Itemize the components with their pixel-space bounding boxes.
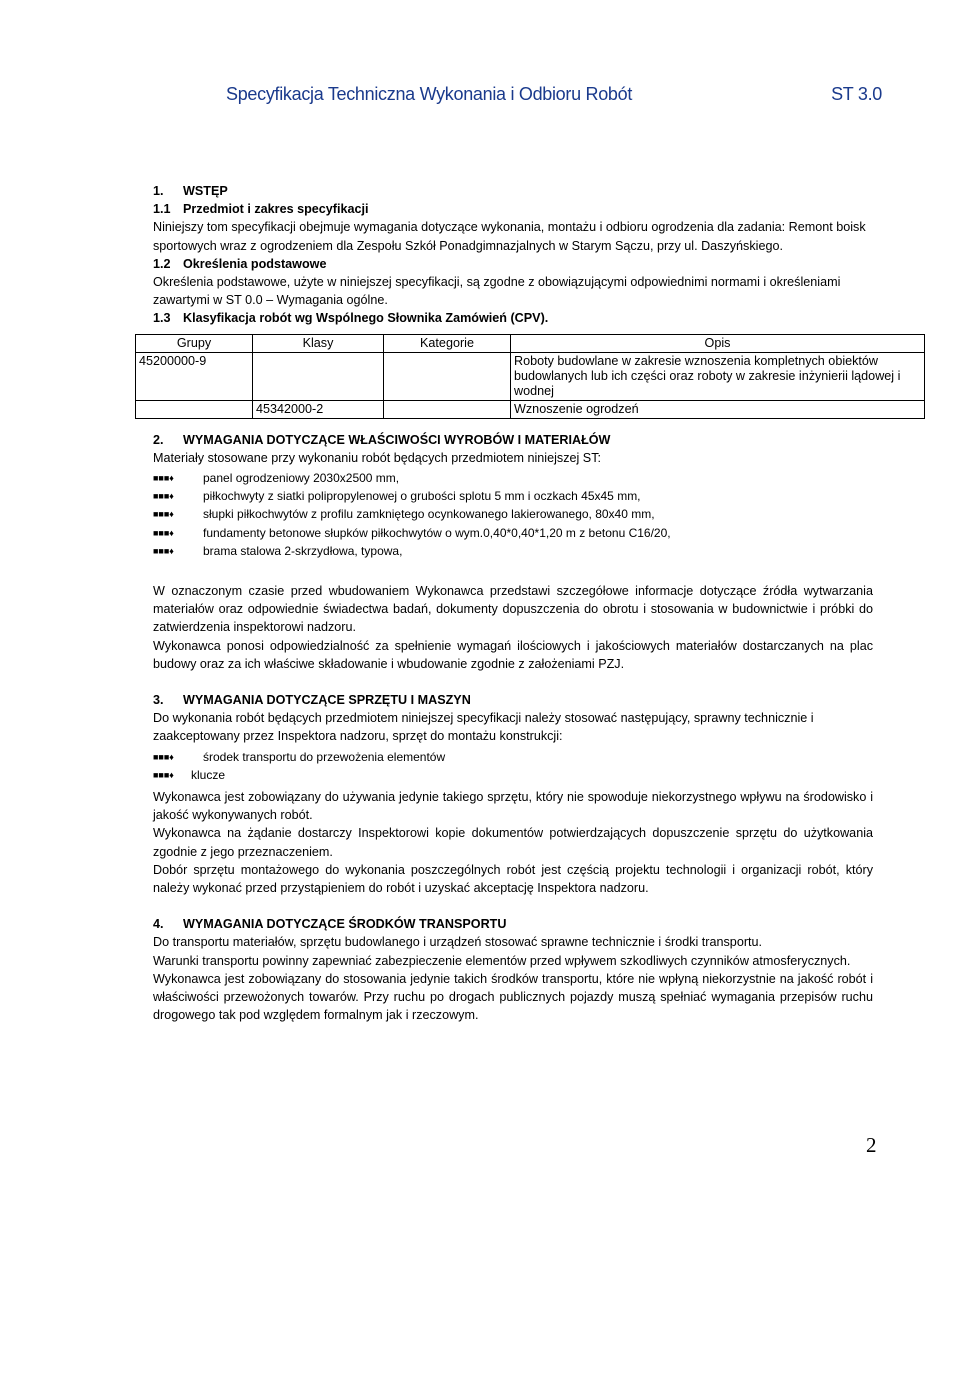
list-item: ■■■♦ piłkochwyty z siatki polipropylenowej o grubości splotu 5 mm i oczkach 45x45 mm, [153,487,873,505]
list-item: ■■■♦ fundamenty betonowe słupków piłkochwytów o wym.0,40*0,40*1,20 m z betonu C16/20, [153,524,873,542]
table-row [136,352,925,400]
cpv-cell-category [384,352,511,400]
section-3-intro: Do wykonania robót będących przedmiotem niniejszej specyfikacji należy stosować następujący, sprawny technicznie i zaakceptowany przez Inspektora nadzoru, sprzęt do montażu konstrukcji: [153,711,814,744]
section-1-1-heading: 1.1 Przedmiot i zakres specyfikacji [153,202,369,217]
bullet-icon: ■■■♦ [153,545,174,556]
bullet-icon: ■■■♦ [153,491,174,502]
section-4-paragraph-3: Wykonawca jest zobowiązany do stosowania jedynie takich środków transportu, które nie wpłyną niekorzystnie na jakość robót i właściwości przewożonych towarów. Przy ruchu po drogach publicznych pojazdy muszą spełniać wymagania przepisów ruchu drogowego tak pod względem formalnym jak i rzeczowym. [153,971,873,1023]
section-2-paragraph-2: Wykonawca ponosi odpowiedzialność za spełnienie wymagań ilościowych i jakościowych materiałów dostarczanych na plac budowy oraz za ich właściwe składowanie i wbudowanie zgodnie z założeniami PZJ. [153,638,873,671]
section-1-1-text: Niniejszy tom specyfikacji obejmuje wymagania dotyczące wykonania, montażu i odbioru ogrodzenia dla zadania: Remont boisk sportowych wraz z ogrodzeniem dla Zespołu Szkół Ponadgimnazjalnych w Starym Sączu, przy ul. Daszyńskiego. [153,220,866,253]
cpv-header-groups: Grupy [136,334,253,352]
header-code: ST 3.0 [831,84,882,104]
equipment-list [153,748,873,784]
section-1-2-text: Określenia podstawowe, użyte w niniejszej specyfikacji, są zgodne z obowiązującymi odpowiednimi normami i określeniami zawartymi w ST 0.0 – Wymagania ogólne. [153,275,841,308]
cpv-cell-description: Wznoszenie ogrodzeń [511,400,925,418]
list-item: ■■■♦ słupki piłkochwytów z profilu zamkniętego ocynkowanego lakierowanego, 80x40 mm, [153,505,873,523]
cpv-header-classes: Klasy [253,334,384,352]
cpv-cell-class [253,352,384,400]
section-3-heading: 3. WYMAGANIA DOTYCZĄCE SPRZĘTU I MASZYN [153,692,471,707]
cpv-header-description: Opis [511,334,925,352]
section-2-intro: Materiały stosowane przy wykonaniu robót będących przedmiotem niniejszej ST: [153,450,601,465]
section-4-paragraph-1: Do transportu materiałów, sprzętu budowlanego i urządzeń stosować sprawne technicznie i środki transportu. [153,935,763,950]
cpv-cell-category [384,400,511,418]
cpv-cell-group [136,400,253,418]
bullet-icon: ■■■♦ [153,473,174,484]
cpv-header-row [136,334,925,352]
section-3-paragraph-1: Wykonawca jest zobowiązany do używania jedynie takiego sprzętu, który nie spowoduje niekorzystnego wpływu na środowisko i jakość wykonywanych robót. [153,789,873,823]
cpv-table [135,334,925,419]
document-body [139,182,901,1024]
header-title: Specyfikacja Techniczna Wykonania i Odbioru Robót [226,84,633,104]
section-1-3-heading: 1.3 Klasyfikacja robót wg Wspólnego Słownika Zamówień (CPV). [153,311,549,326]
cpv-header-categories: Kategorie [384,334,511,352]
bullet-icon: ■■■♦ [153,509,174,520]
section-4-paragraph-2: Warunki transportu powinny zapewniać zabezpieczenie elementów przed wpływem szkodliwych czynników atmosferycznych. [153,953,851,968]
page-header [226,84,882,105]
section-1-2-heading: 1.2 Określenia podstawowe [153,256,327,271]
bullet-icon: ■■■♦ [153,751,174,762]
list-item: ■■■♦ panel ogrodzeniowy 2030x2500 mm, [153,469,873,487]
section-3-paragraph-2: Wykonawca na żądanie dostarczy Inspektorowi kopie dokumentów potwierdzających dopuszczenie sprzętu do użytkowania zgodnie z jego przeznaczeniem. [153,826,873,859]
bullet-icon: ■■■♦ [153,769,174,780]
page-number: 2 [866,1133,877,1157]
cpv-cell-description: Roboty budowlane w zakresie wznoszenia kompletnych obiektów budowlanych lub ich części oraz roboty w zakresie inżynierii lądowej i wodnej [511,352,925,400]
list-item: ■■■♦ środek transportu do przewożenia elementów [153,748,873,766]
materials-list [153,469,873,560]
section-3-paragraph-3: Dobór sprzętu montażowego do wykonania poszczególnych robót jest częścią projektu technologii i organizacji robót, który należy wykonać przed przystąpieniem do robót i uzyskać akceptację Inspektora nadzoru. [153,862,873,895]
list-item: ■■■♦ klucze [153,766,873,784]
cpv-cell-group: 45200000-9 [136,352,253,400]
list-item: ■■■♦ brama stalowa 2-skrzydłowa, typowa, [153,542,873,560]
section-2-paragraph-1: W oznaczonym czasie przed wbudowaniem Wykonawca przedstawi szczegółowe informacje dotyczące źródła wytwarzania materiałów oraz odpowiednie świadectwa badań, dokumenty dopuszczenia do obrotu i stosowania w budownictwie i próbki do zatwierdzenia inspektorowi nadzoru. [153,583,873,635]
section-4-heading: 4. WYMAGANIA DOTYCZĄCE ŚRODKÓW TRANSPORTU [153,917,507,932]
cpv-cell-class: 45342000-2 [253,400,384,418]
bullet-icon: ■■■♦ [153,527,174,538]
table-row [136,400,925,418]
section-2-heading: 2. WYMAGANIA DOTYCZĄCE WŁAŚCIWOŚCI WYROBÓW I MATERIAŁÓW [153,432,611,447]
section-1-heading: 1. WSTĘP [153,184,228,198]
